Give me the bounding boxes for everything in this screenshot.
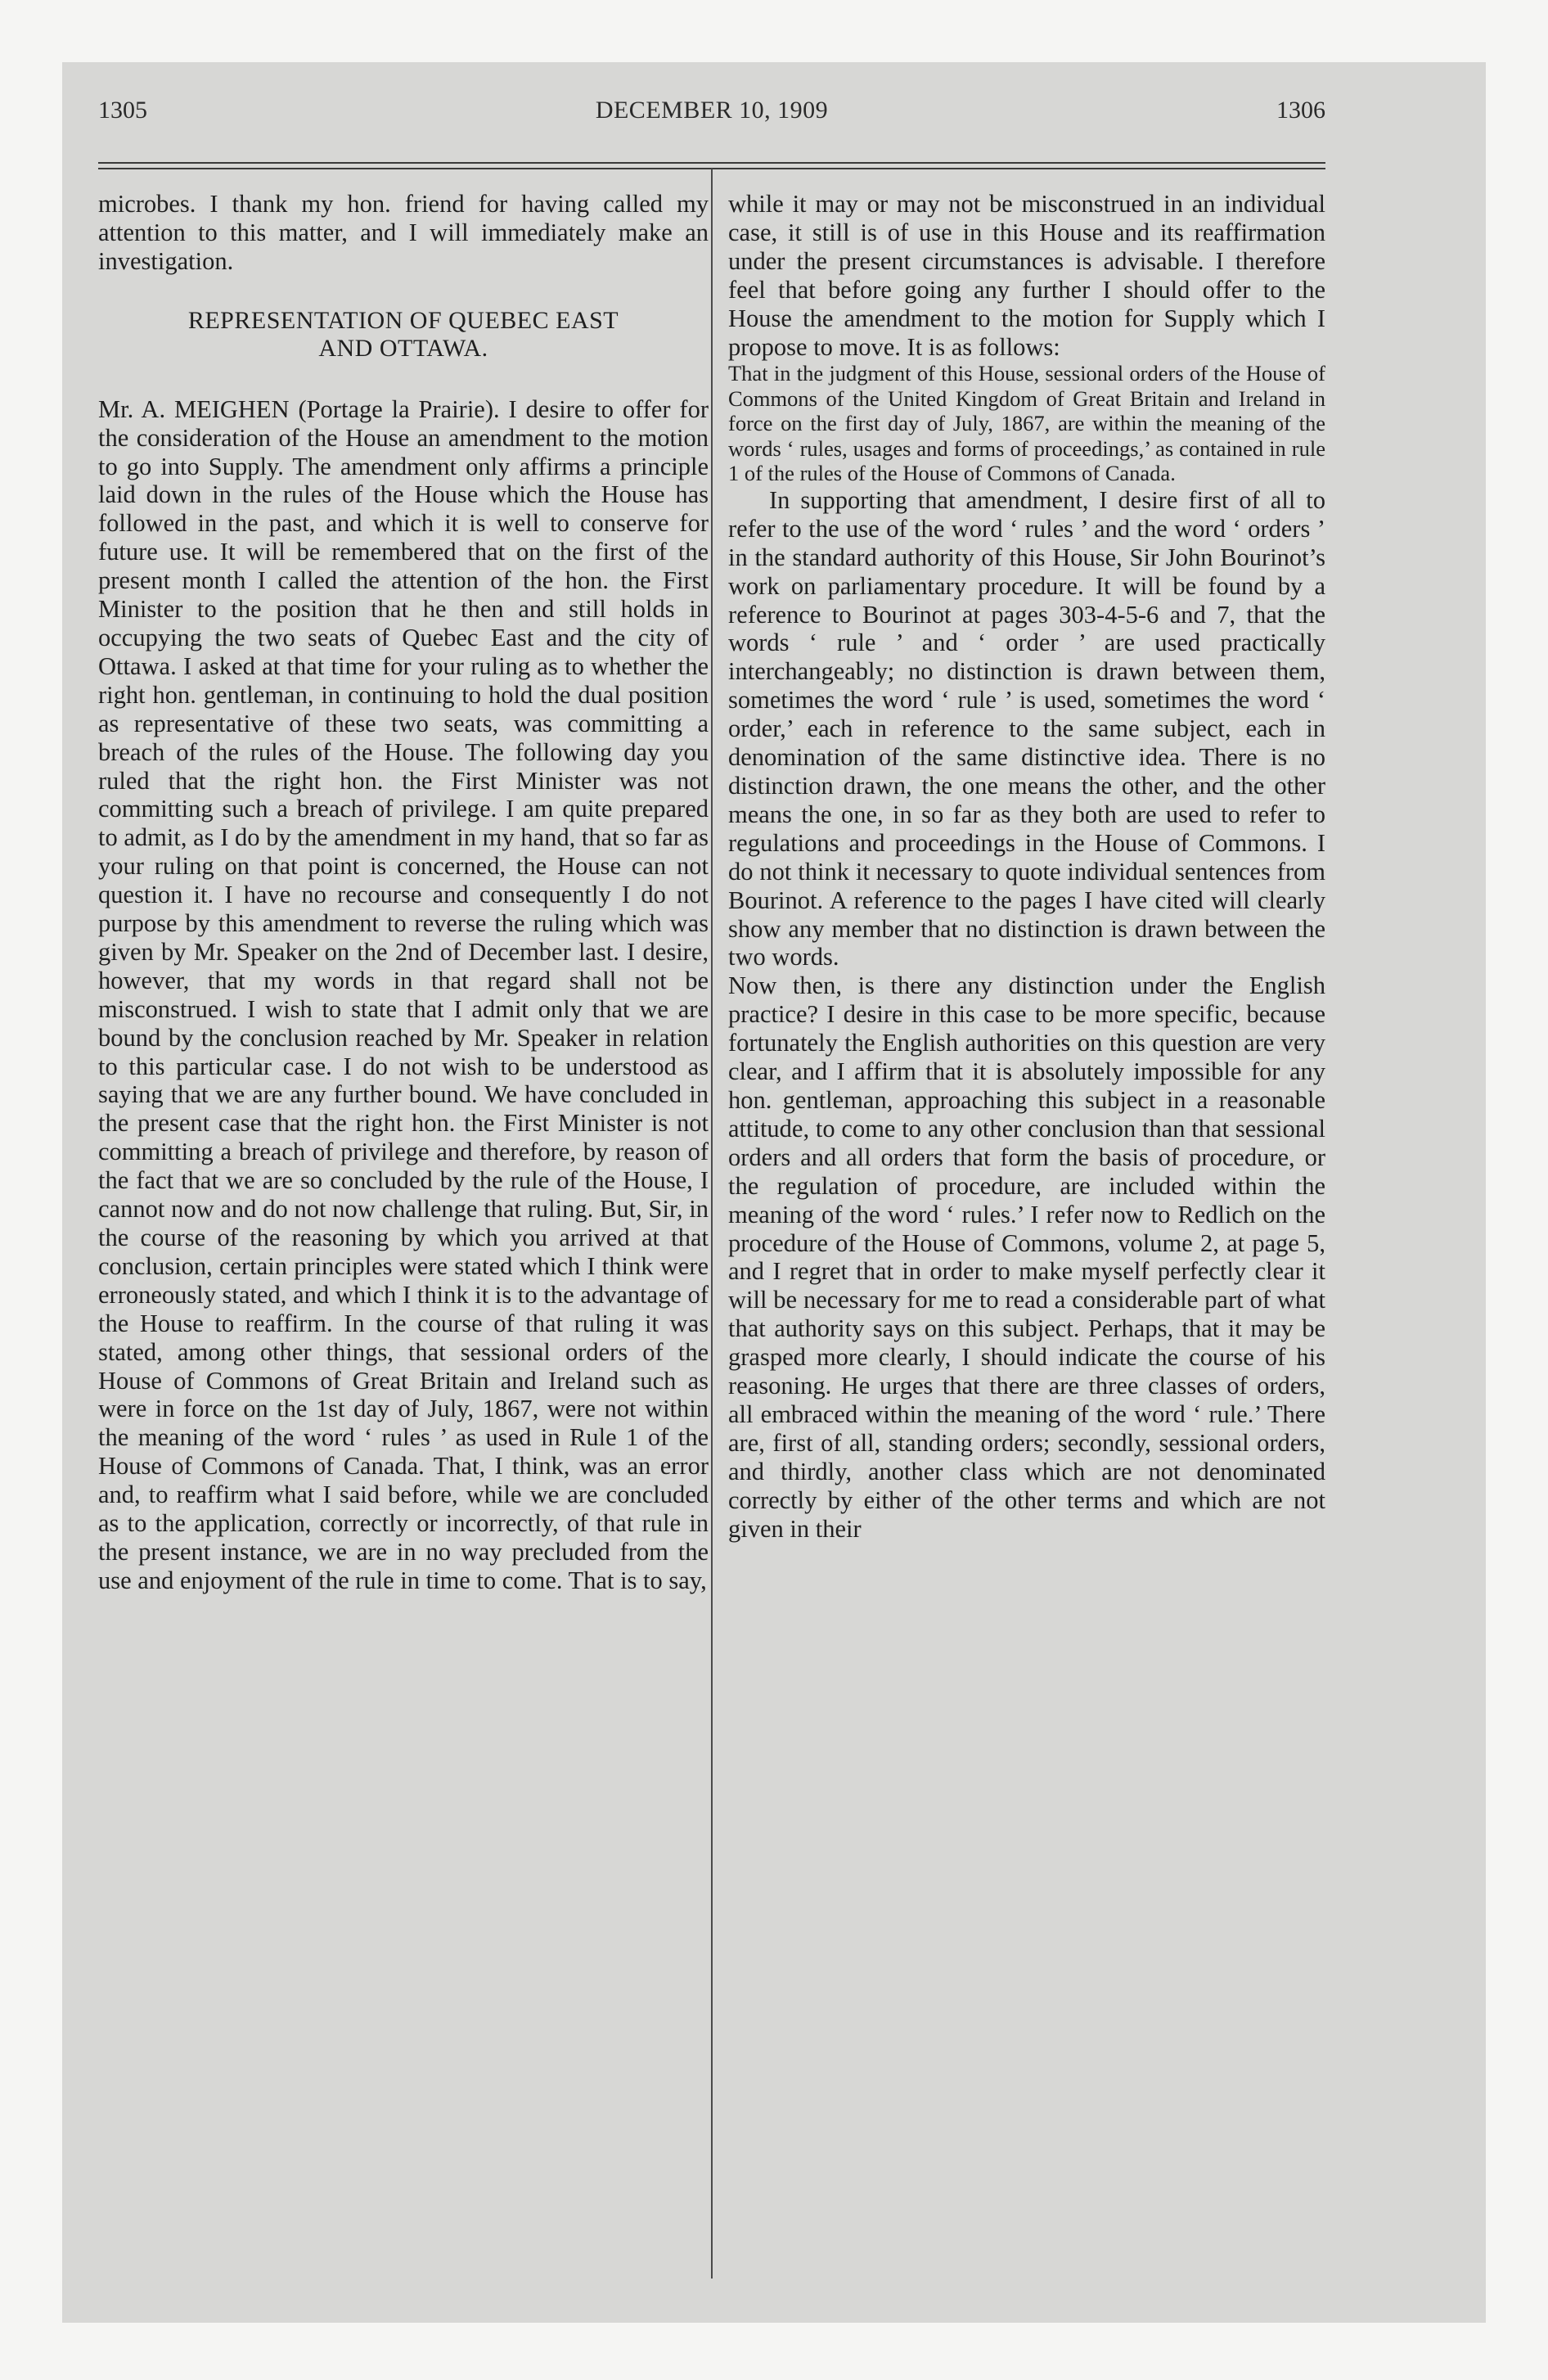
column-divider: [711, 169, 713, 2279]
page-number-right: 1306: [1276, 97, 1325, 124]
right-column: [728, 190, 1325, 1543]
page-header: [98, 97, 1325, 129]
left-column: [98, 190, 709, 1595]
right-paragraph-2: In supporting that amendment, I desire first of all to refer to the use of the word ‘ rules ’ and the word ‘ orders ’ in the standard authority of this House, Sir John Bourinot’s work on parliamentary procedure. It will be found by a reference to Bourinot at pages 303-4-5-6 and 7, that the words ‘ rule ’ and ‘ order ’ are used practically interchangeably; no distinction is drawn between them, sometimes the word ‘ rule ’ is used, sometimes the word ‘ order,’ each in reference to the same subject, each in denomination of the same distinctive idea. There is no distinction drawn, the one means the other, and the other means the one, in so far as they both are used to refer to regulations and proceedings in the House of Commons. I do not think it necessary to quote individual sentences from Bourinot. A reference to the pages I have cited will clearly show any member that no distinction is drawn between the two words.: [728, 485, 1325, 971]
header-rule: [98, 162, 1325, 164]
right-paragraph-1: while it may or may not be misconstrued in an individual case, it still is of use in this House and its reaffirmation under the present circumstances is advisable. I therefore feel that before going any further I should offer to the House the amendment to the motion for Supply which I propose to move. It is as follows:: [728, 190, 1325, 361]
amendment-quote: That in the judgment of this House, sessional orders of the House of Commons of the United Kingdom of Great Britain and Ireland in force on the first day of July, 1867, are within the meaning of the words ‘ rules, usages and forms of proceedings,’ as contained in rule 1 of the rules of the House of Commons of Canada.: [728, 361, 1325, 486]
page-number-left: 1305: [98, 97, 147, 124]
section-heading-line-1: REPRESENTATION OF QUEBEC EAST: [187, 306, 619, 334]
right-paragraph-3: Now then, is there any distinction under the English practice? I desire in this case to be more specific, because fortunately the English authorities on this question are very clear, and I affirm that it is absolutely impossible for any hon. gentleman, approaching this subject in a reasonable attitude, to come to any other conclusion than that sessional orders and all orders that form the basis of procedure, or the regulation of procedure, are included within the meaning of the word ‘ rules.’ I refer now to Redlich on the procedure of the House of Commons, volume 2, at page 5, and I regret that in order to make myself perfectly clear it will be necessary for me to read a considerable part of what that authority says on this subject. Perhaps, that it may be grasped more clearly, I should indicate the course of his reasoning. He urges that there are three classes of orders, all embraced within the meaning of the word ‘ rule.’ There are, first of all, standing orders; secondly, sessional orders, and thirdly, another class which are not denominated correctly by either of the other terms and which are not given in their: [728, 971, 1325, 1543]
left-paragraph-1: microbes. I thank my hon. friend for having called my attention to this matter, and I will immediately make an investigation.: [98, 190, 709, 275]
section-heading: [98, 307, 709, 363]
left-paragraph-2: Mr. A. MEIGHEN (Portage la Prairie). I desire to offer for the consideration of the House an amendment to the motion to go into Supply. The amendment only affirms a principle laid down in the rules of the House which the House has followed in the past, and which it is well to conserve for future use. It will be remembered that on the first of the present month I called the attention of the hon. the First Minister to the position that he then and still holds in occupying the two seats of Quebec East and the city of Ottawa. I asked at that time for your ruling as to whether the right hon. gentleman, in continuing to hold the dual position as representative of these two seats, was committing a breach of the rules of the House. The following day you ruled that the right hon. the First Minister was not committing such a breach of privilege. I am quite prepared to admit, as I do by the amendment in my hand, that so far as your ruling on that point is concerned, the House can not question it. I have no recourse and consequently I do not purpose by this amendment to reverse the ruling which was given by Mr. Speaker on the 2nd of December last. I desire, however, that my words in that regard shall not be misconstrued. I wish to state that I admit only that we are bound by the conclusion reached by Mr. Speaker in relation to this particular case. I do not wish to be understood as saying that we are any further bound. We have concluded in the present case that the right hon. the First Minister is not committing a breach of privilege and therefore, by reason of the fact that we are so concluded by the rule of the House, I cannot now and do not now challenge that ruling. But, Sir, in the course of the reasoning by which you arrived at that conclusion, certain principles were stated which I think were erroneously stated, and which I think it is to the advantage of the House to reaffirm. In the course of that ruling it was stated, among other things, that sessional orders of the House of Commons of Great Britain and Ireland such as were in force on the 1st day of July, 1867, were not within the meaning of the word ‘ rules ’ as used in Rule 1 of the House of Commons of Canada. That, I think, was an error and, to reaffirm what I said before, while we are concluded as to the application, correctly or incorrectly, of that rule in the present instance, we are in no way precluded from the use and enjoyment of the rule in time to come. That is to say,: [98, 394, 709, 1594]
page-date: DECEMBER 10, 1909: [595, 97, 829, 124]
section-heading-line-2: AND OTTAWA.: [318, 334, 488, 362]
